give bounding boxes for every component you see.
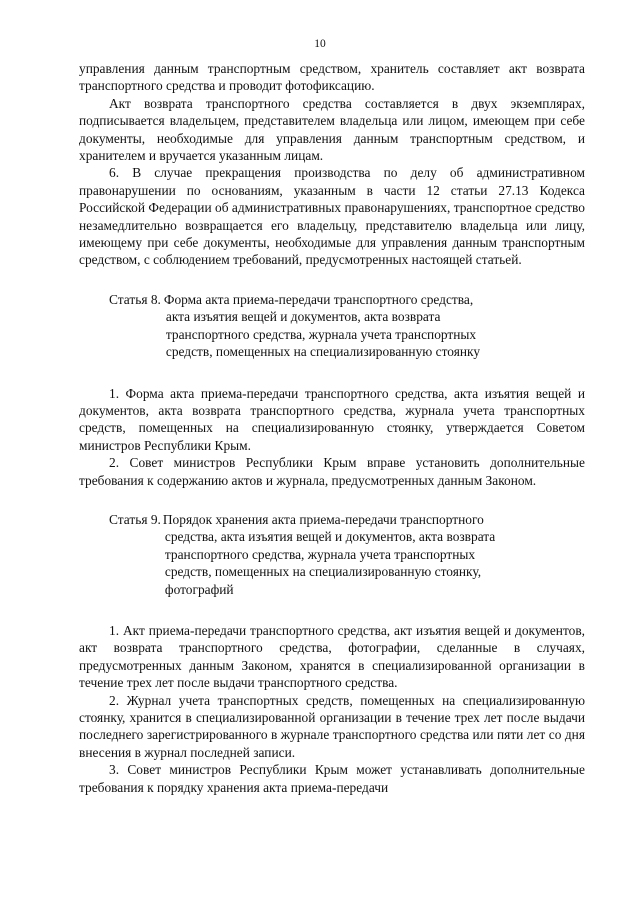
article-title-line: средства, акта изъятия вещей и документов, акта возврата [164,529,496,545]
document-body [79,60,585,796]
article-title-line: Форма акта приема-передачи транспортного средства, [163,291,474,307]
article-title-line: Порядок хранения акта приема-передачи транспортного [162,511,484,527]
article-title [161,511,585,598]
paragraph: Акт возврата транспортного средства составляется в двух экземплярах, подписывается владельцем, представителем владельца или лицом, имеющем при себе документы, необходимые для управления данным транспортным средством, и хранителем и вручается указанным лицам. [79,95,585,164]
page-number: 10 [314,38,326,50]
paragraph: 1. Акт приема-передачи транспортного средства, акт изъятия вещей и документов, акт возврата транспортного средства, фотографии, сделанные в случаях, предусмотренных данным Законом, хранятся в специализированной организации в течение трех лет после выдачи транспортного средства. [79,622,585,691]
article-title-line: акта изъятия вещей и документов, акта возврата [165,309,441,325]
article-8-heading [79,291,585,361]
article-title-line: транспортного средства, журнала учета транспортных [164,546,476,562]
article-title-line: средств, помещенных на специализированную стоянку [165,344,481,360]
paragraph: 2. Журнал учета транспортных средств, помещенных на специализированную стоянку, хранится в специализированной организации в течение трех лет после выдачи последнего зарегистрированного в журнале транспортного средства или пяти лет со дня внесения в журнал последней записи. [79,692,585,760]
article-label: Статья 8. [109,291,161,307]
article-title [161,291,585,361]
article-title-line: фотографий [164,581,234,597]
article-9-heading [79,511,585,598]
paragraph: 1. Форма акта приема-передачи транспортного средства, акта изъятия вещей и документов, акта возврата транспортного средства, журнала учета транспортных средств, помещенных на специализированную стоянку, утверждается Советом министров Республики Крым. [79,385,585,453]
paragraph: 3. Совет министров Республики Крым может устанавливать дополнительные требования к порядку хранения акта приема-передачи [79,762,585,795]
article-title-line: транспортного средства, журнала учета транспортных [165,326,477,342]
article-title-line: средств, помещенных на специализированную стоянку, [164,564,482,580]
paragraph: управления данным транспортным средством, хранитель составляет акт возврата транспортного средства и проводит фотофиксацию. [79,61,585,94]
paragraph: 2. Совет министров Республики Крым вправе установить дополнительные требования к содержанию актов и журнала, предусмотренных данным Законом. [79,455,585,488]
paragraph: 6. В случае прекращения производства по делу об административном правонарушении по основаниям, указанным в части 12 статьи 27.13 Кодекса Российской Федерации об административных правонарушениях, транспортное средство незамедлительно возвращается его владельцу, представителю владельца или лицу, имеющему при себе документы, необходимые для управления данным транспортным средством, с соблюдением требований, предусмотренных настоящей статьей. [79,165,585,268]
article-label: Статья 9. [109,511,161,527]
